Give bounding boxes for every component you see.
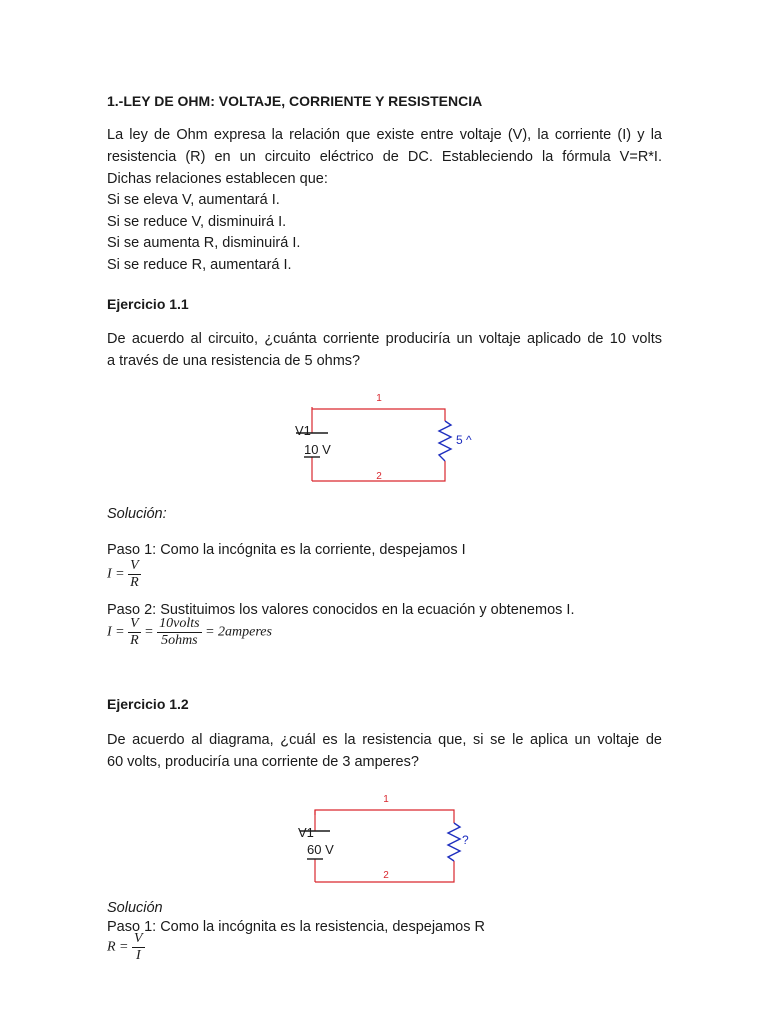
source-value: 60 V [307, 842, 334, 857]
wire-top [312, 407, 445, 421]
fraction [132, 931, 145, 964]
rule-item: Si se eleva V, aumentará I. [107, 192, 280, 208]
numerator-volts: 10volts [159, 616, 200, 631]
equation-lhs: R = [107, 939, 129, 955]
fraction-values [157, 616, 201, 649]
node-label-bottom: 2 [376, 471, 382, 482]
equation-2 [107, 616, 272, 649]
exercise-2-step-1: Paso 1: Como la incógnita es la resistencia, despejamos R [107, 919, 485, 935]
denominator: I [132, 947, 145, 964]
node-label-top: 1 [376, 393, 382, 404]
rule-item: Si se aumenta R, disminuirá I. [107, 235, 301, 251]
intro-line-3: Dichas relaciones establecen que: [107, 171, 328, 187]
node-label-bottom: 2 [383, 870, 389, 881]
resistor-symbol [439, 421, 451, 461]
source-name: V1 [298, 825, 314, 840]
exercise-1-question-line-2: a través de una resistencia de 5 ohms? [107, 353, 361, 369]
exercise-1-step-2: Paso 2: Sustituimos los valores conocidos en la ecuación y obtenemos I. [107, 602, 575, 618]
denominator: R [130, 633, 139, 648]
node-label-top: 1 [383, 794, 389, 805]
solution-label-2: Solución [107, 900, 163, 916]
exercise-2-question-line-1: De acuerdo al diagrama, ¿cuál es la resistencia que, si se le aplica un voltaje de [107, 732, 662, 748]
equation-lhs: I = [107, 624, 125, 640]
resistor-value: 5 ^ [456, 433, 472, 447]
exercise-1-step-1: Paso 1: Como la incógnita es la corriente, despejamos I [107, 542, 466, 558]
numerator: V [134, 931, 143, 946]
numerator: V [130, 616, 139, 631]
equation-3 [107, 931, 145, 964]
source-name: V1 [295, 423, 311, 438]
fraction [128, 616, 141, 649]
resistor-symbol [448, 823, 460, 861]
denominator: R [130, 575, 139, 590]
exercise-2-title: Ejercicio 1.2 [107, 696, 189, 712]
exercise-1-title: Ejercicio 1.1 [107, 296, 189, 312]
numerator: V [130, 558, 139, 573]
result: = 2amperes [205, 624, 272, 640]
exercise-1-question-line-1: De acuerdo al circuito, ¿cuánta corriente produciría un voltaje aplicado de 10 volts [107, 331, 662, 347]
source-value: 10 V [304, 442, 331, 457]
resistor-value: ? [462, 833, 469, 847]
rule-item: Si se reduce R, aumentará I. [107, 257, 292, 273]
exercise-2-question-line-2: 60 volts, produciría una corriente de 3 amperes? [107, 754, 419, 770]
denominator-ohms: 5ohms [157, 632, 201, 649]
intro-line-2: resistencia (R) en un circuito eléctrico de DC. Estableciendo la fórmula V=R*I. [107, 149, 662, 165]
equation-lhs: I = [107, 566, 125, 582]
intro-line-1: La ley de Ohm expresa la relación que existe entre voltaje (V), la corriente (I) y la [107, 127, 662, 143]
circuit-diagram-1 [280, 385, 480, 490]
equation-1 [107, 558, 141, 591]
solution-label-1: Solución: [107, 506, 167, 522]
circuit-diagram-2 [282, 785, 482, 890]
wire-top [315, 810, 454, 823]
rule-item: Si se reduce V, disminuirá I. [107, 214, 287, 230]
equals-sign: = [144, 624, 154, 640]
fraction [128, 558, 141, 591]
section-title: 1.-LEY DE OHM: VOLTAJE, CORRIENTE Y RESISTENCIA [107, 93, 483, 109]
